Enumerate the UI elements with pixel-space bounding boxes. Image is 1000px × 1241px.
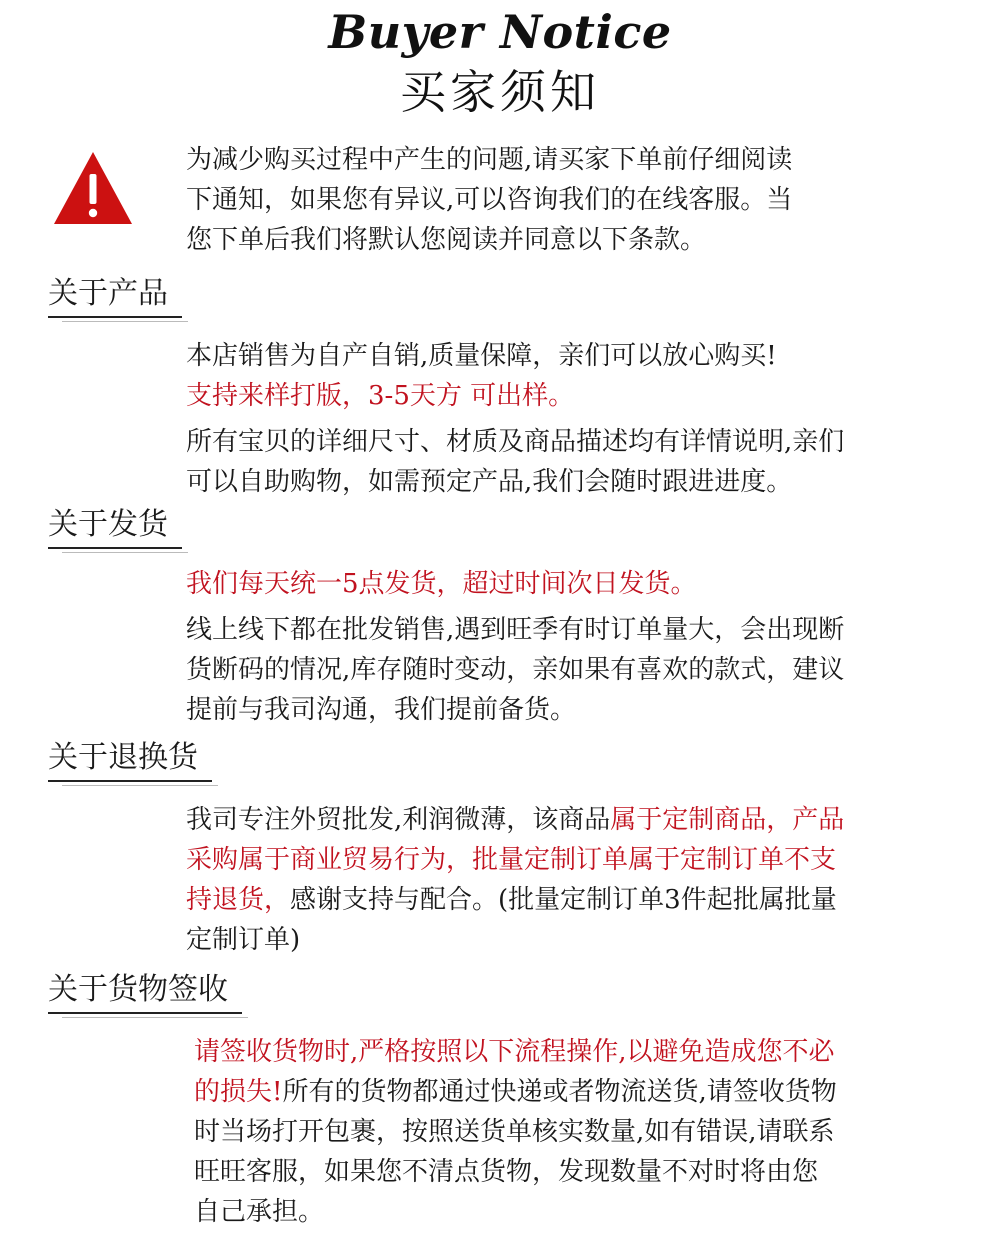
body-line: 可以自助购物，如需预定产品,我们会随时跟进进度。 bbox=[186, 467, 793, 497]
intro-line: 为减少购买过程中产生的问题,请买家下单前仔细阅读 bbox=[186, 145, 793, 175]
body-line: 定制订单) bbox=[186, 925, 301, 955]
body-text: 我司专注外贸批发,利润微薄，该商品 bbox=[186, 805, 611, 835]
page-title-cn: 买家须知 bbox=[400, 65, 600, 119]
body-line bbox=[186, 800, 844, 840]
section-heading-shipping: 关于发货 bbox=[48, 505, 168, 549]
intro-text bbox=[186, 140, 906, 260]
body-line: 提前与我司沟通，我们提前备货。 bbox=[186, 695, 577, 725]
body-line-highlight: 支持来样打版，3-5天方 可出样。 bbox=[186, 381, 575, 411]
body-line: 货断码的情况,库存随时变动，亲如果有喜欢的款式，建议 bbox=[186, 655, 845, 685]
body-line bbox=[186, 880, 844, 920]
body-text: 感谢支持与配合。(批量定制订单3件起批属批量 bbox=[290, 885, 837, 915]
body-text-highlight: 的损失! bbox=[194, 1077, 283, 1107]
section-body-returns bbox=[186, 800, 844, 960]
body-text-highlight: 持退货， bbox=[186, 885, 291, 915]
body-line: 所有宝贝的详细尺寸、材质及商品描述均有详情说明,亲们 bbox=[186, 427, 845, 457]
section-body-receipt bbox=[194, 1032, 837, 1232]
body-line bbox=[194, 1072, 837, 1112]
body-line: 线上线下都在批发销售,遇到旺季有时订单量大，会出现断 bbox=[186, 615, 845, 645]
page-title-en: Buyer Notice bbox=[328, 5, 672, 59]
body-line: 自己承担。 bbox=[194, 1197, 325, 1227]
intro-line: 下通知，如果您有异议,可以咨询我们的在线客服。当 bbox=[186, 185, 793, 215]
section-heading-product: 关于产品 bbox=[48, 274, 168, 318]
warning-triangle-icon bbox=[52, 150, 134, 226]
section-heading-returns: 关于退换货 bbox=[48, 738, 198, 782]
section-heading-receipt: 关于货物签收 bbox=[48, 970, 228, 1014]
section-body-product bbox=[186, 336, 844, 502]
body-line: 时当场打开包裹，按照送货单核实数量,如有错误,请联系 bbox=[194, 1117, 835, 1147]
body-text-highlight: 属于定制商品，产品 bbox=[610, 805, 845, 835]
body-line: 本店销售为自产自销,质量保障，亲们可以放心购买! bbox=[186, 341, 777, 371]
body-line-highlight: 采购属于商业贸易行为，批量定制订单属于定制订单不支 bbox=[186, 845, 837, 875]
intro-line: 您下单后我们将默认您阅读并同意以下条款。 bbox=[186, 225, 707, 255]
body-line-highlight: 请签收货物时,严格按照以下流程操作,以避免造成您不必 bbox=[194, 1037, 835, 1067]
section-body-shipping bbox=[186, 564, 844, 730]
body-line-highlight: 我们每天统一5点发货，超过时间次日发货。 bbox=[186, 569, 697, 599]
body-line: 旺旺客服，如果您不清点货物，发现数量不对时将由您 bbox=[194, 1157, 819, 1187]
body-text: 所有的货物都通过快递或者物流送货,请签收货物 bbox=[282, 1077, 837, 1107]
